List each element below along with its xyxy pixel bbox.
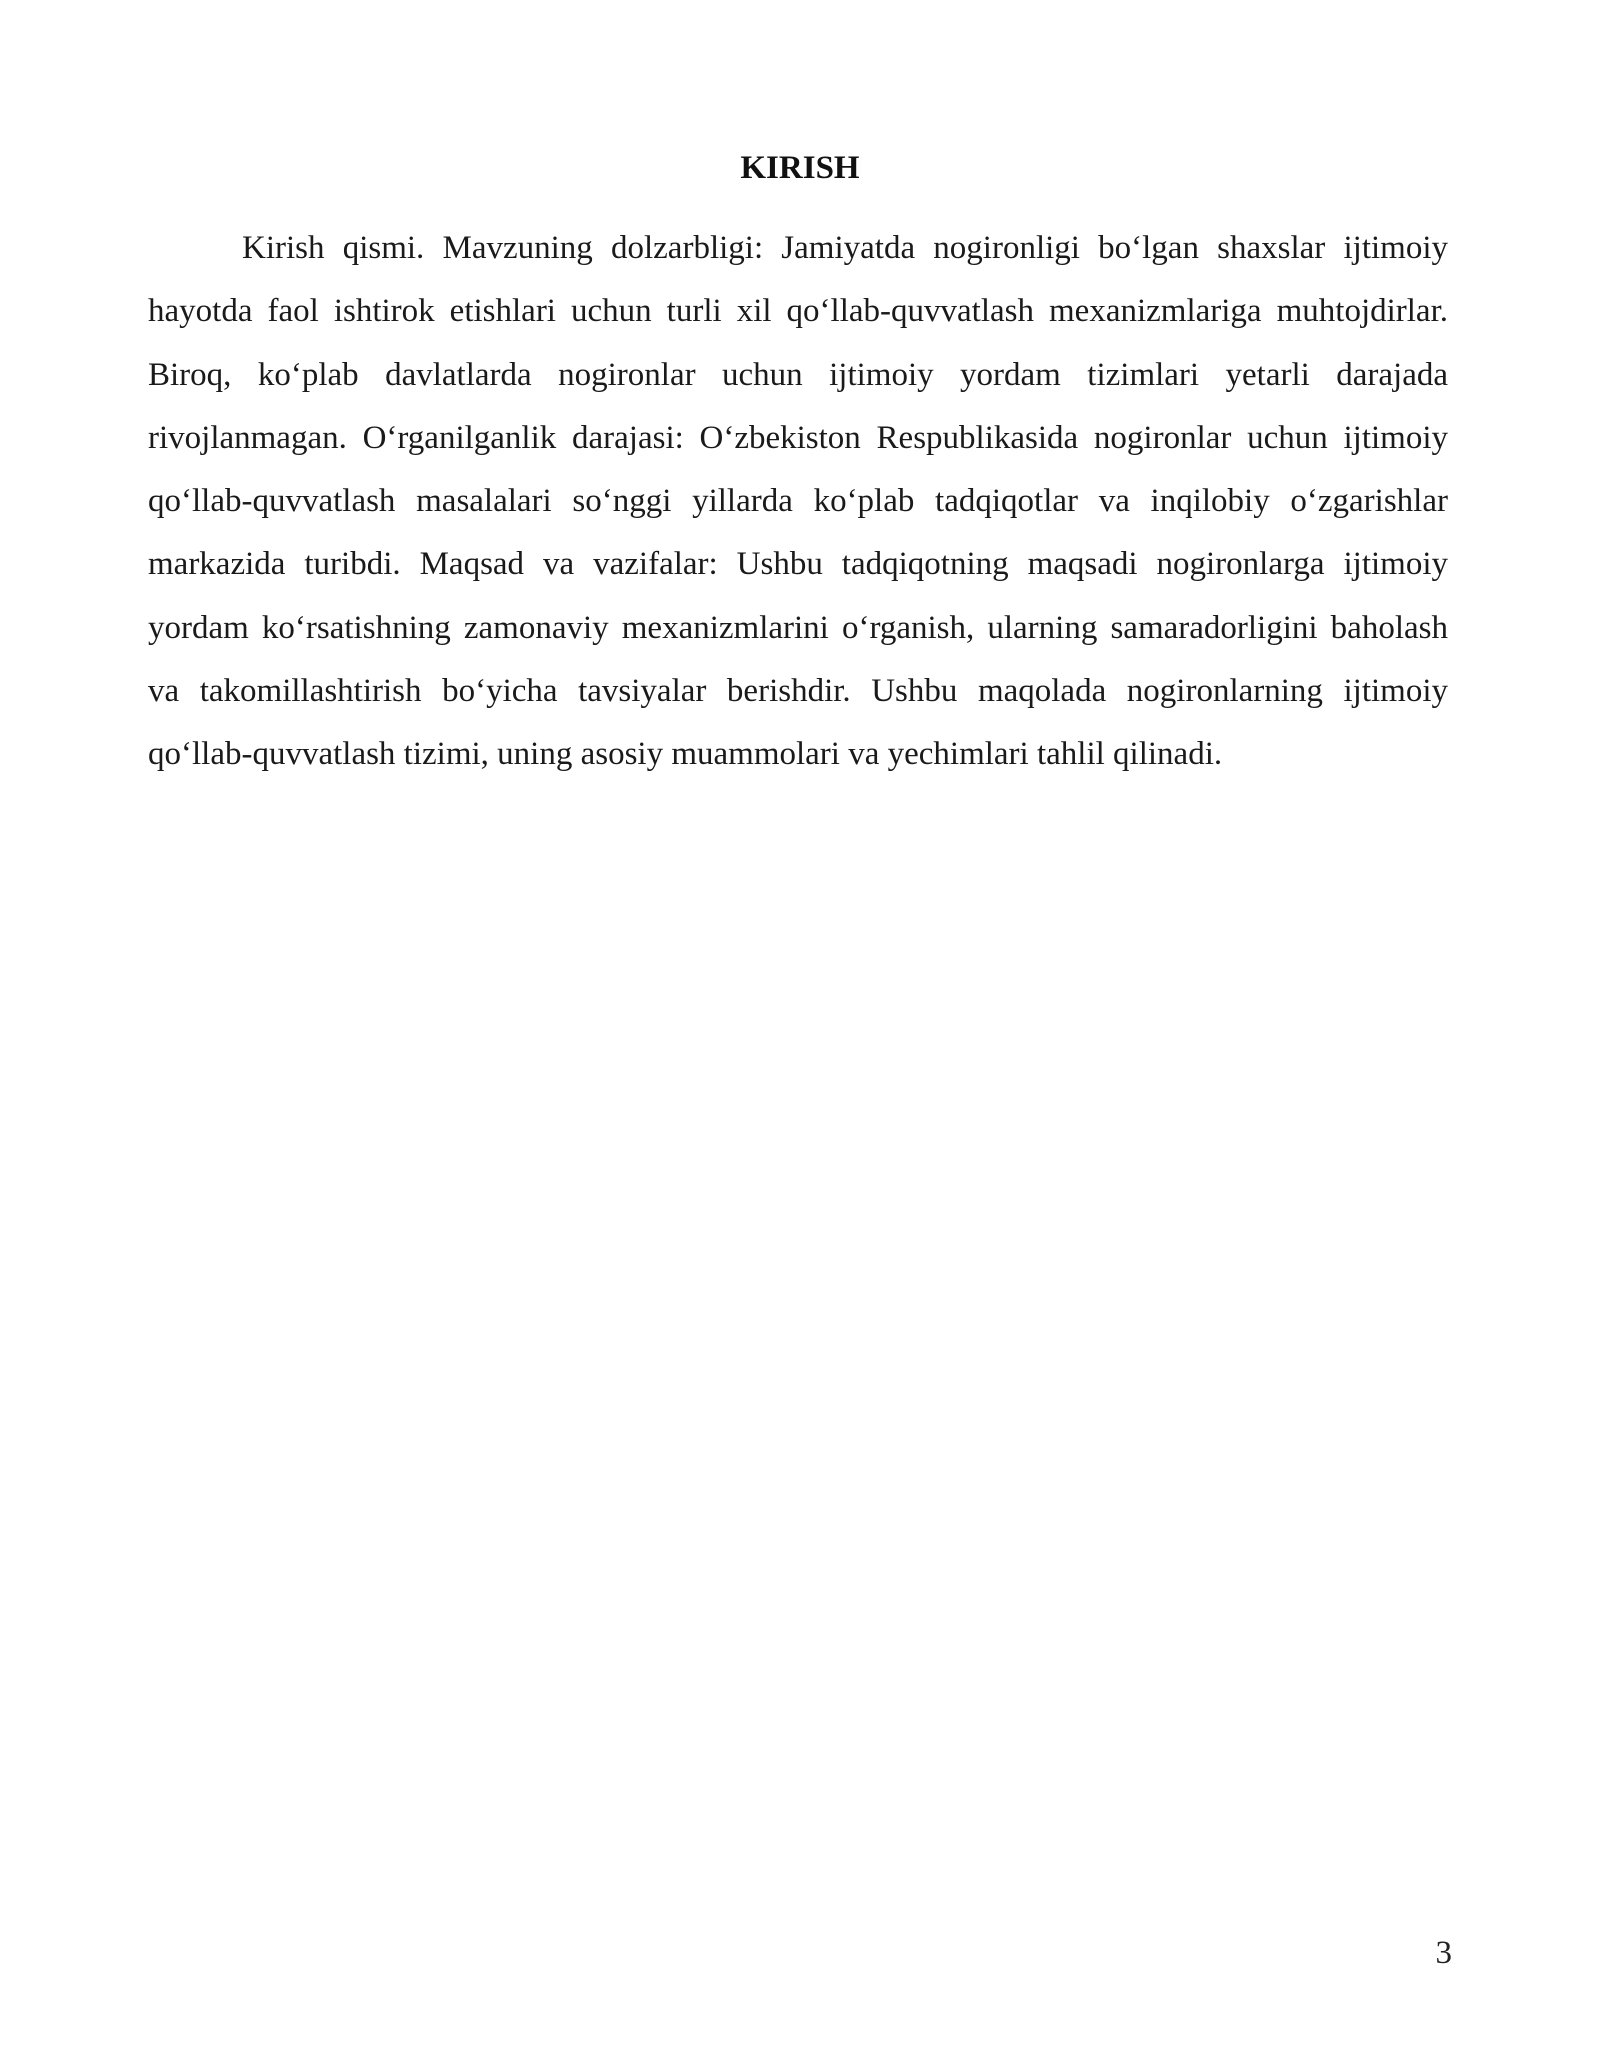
- section-heading: KIRISH: [740, 150, 860, 186]
- page-number: 3: [1435, 1935, 1452, 1971]
- intro-paragraph: Kirish qismi. Mavzuning dolzarbligi: Jamiyatda nogironligi bo‘lgan shaxslar ijtimoiy hayotda faol ishtirok etishlari uchun turli xil qo‘llab-quvvatlash mexanizmlariga muhtojdirlar. Biroq, ko‘plab davlatlarda nogironlar uchun ijtimoiy yordam tizimlari yetarli darajada rivojlanmagan. O‘rganilganlik darajasi: O‘zbekiston Respublikasida nogironlar uchun ijtimoiy qo‘llab-quvvatlash masalalari so‘nggi yillarda ko‘plab tadqiqotlar va inqilobiy o‘zgarishlar markazida turibdi. Maqsad va vazifalar: Ushbu tadqiqotning maqsadi nogironlarga ijtimoiy yordam ko‘rsatishning zamonaviy mexanizmlarini o‘rganish, ularning samaradorligini baholash va takomillashtirish bo‘yicha tavsiyalar berishdir. Ushbu maqolada nogironlarning ijtimoiy qo‘llab-quvvatlash tizimi, uning asosiy muammolari va yechimlari tahlil qilinadi.: [148, 230, 1448, 773]
